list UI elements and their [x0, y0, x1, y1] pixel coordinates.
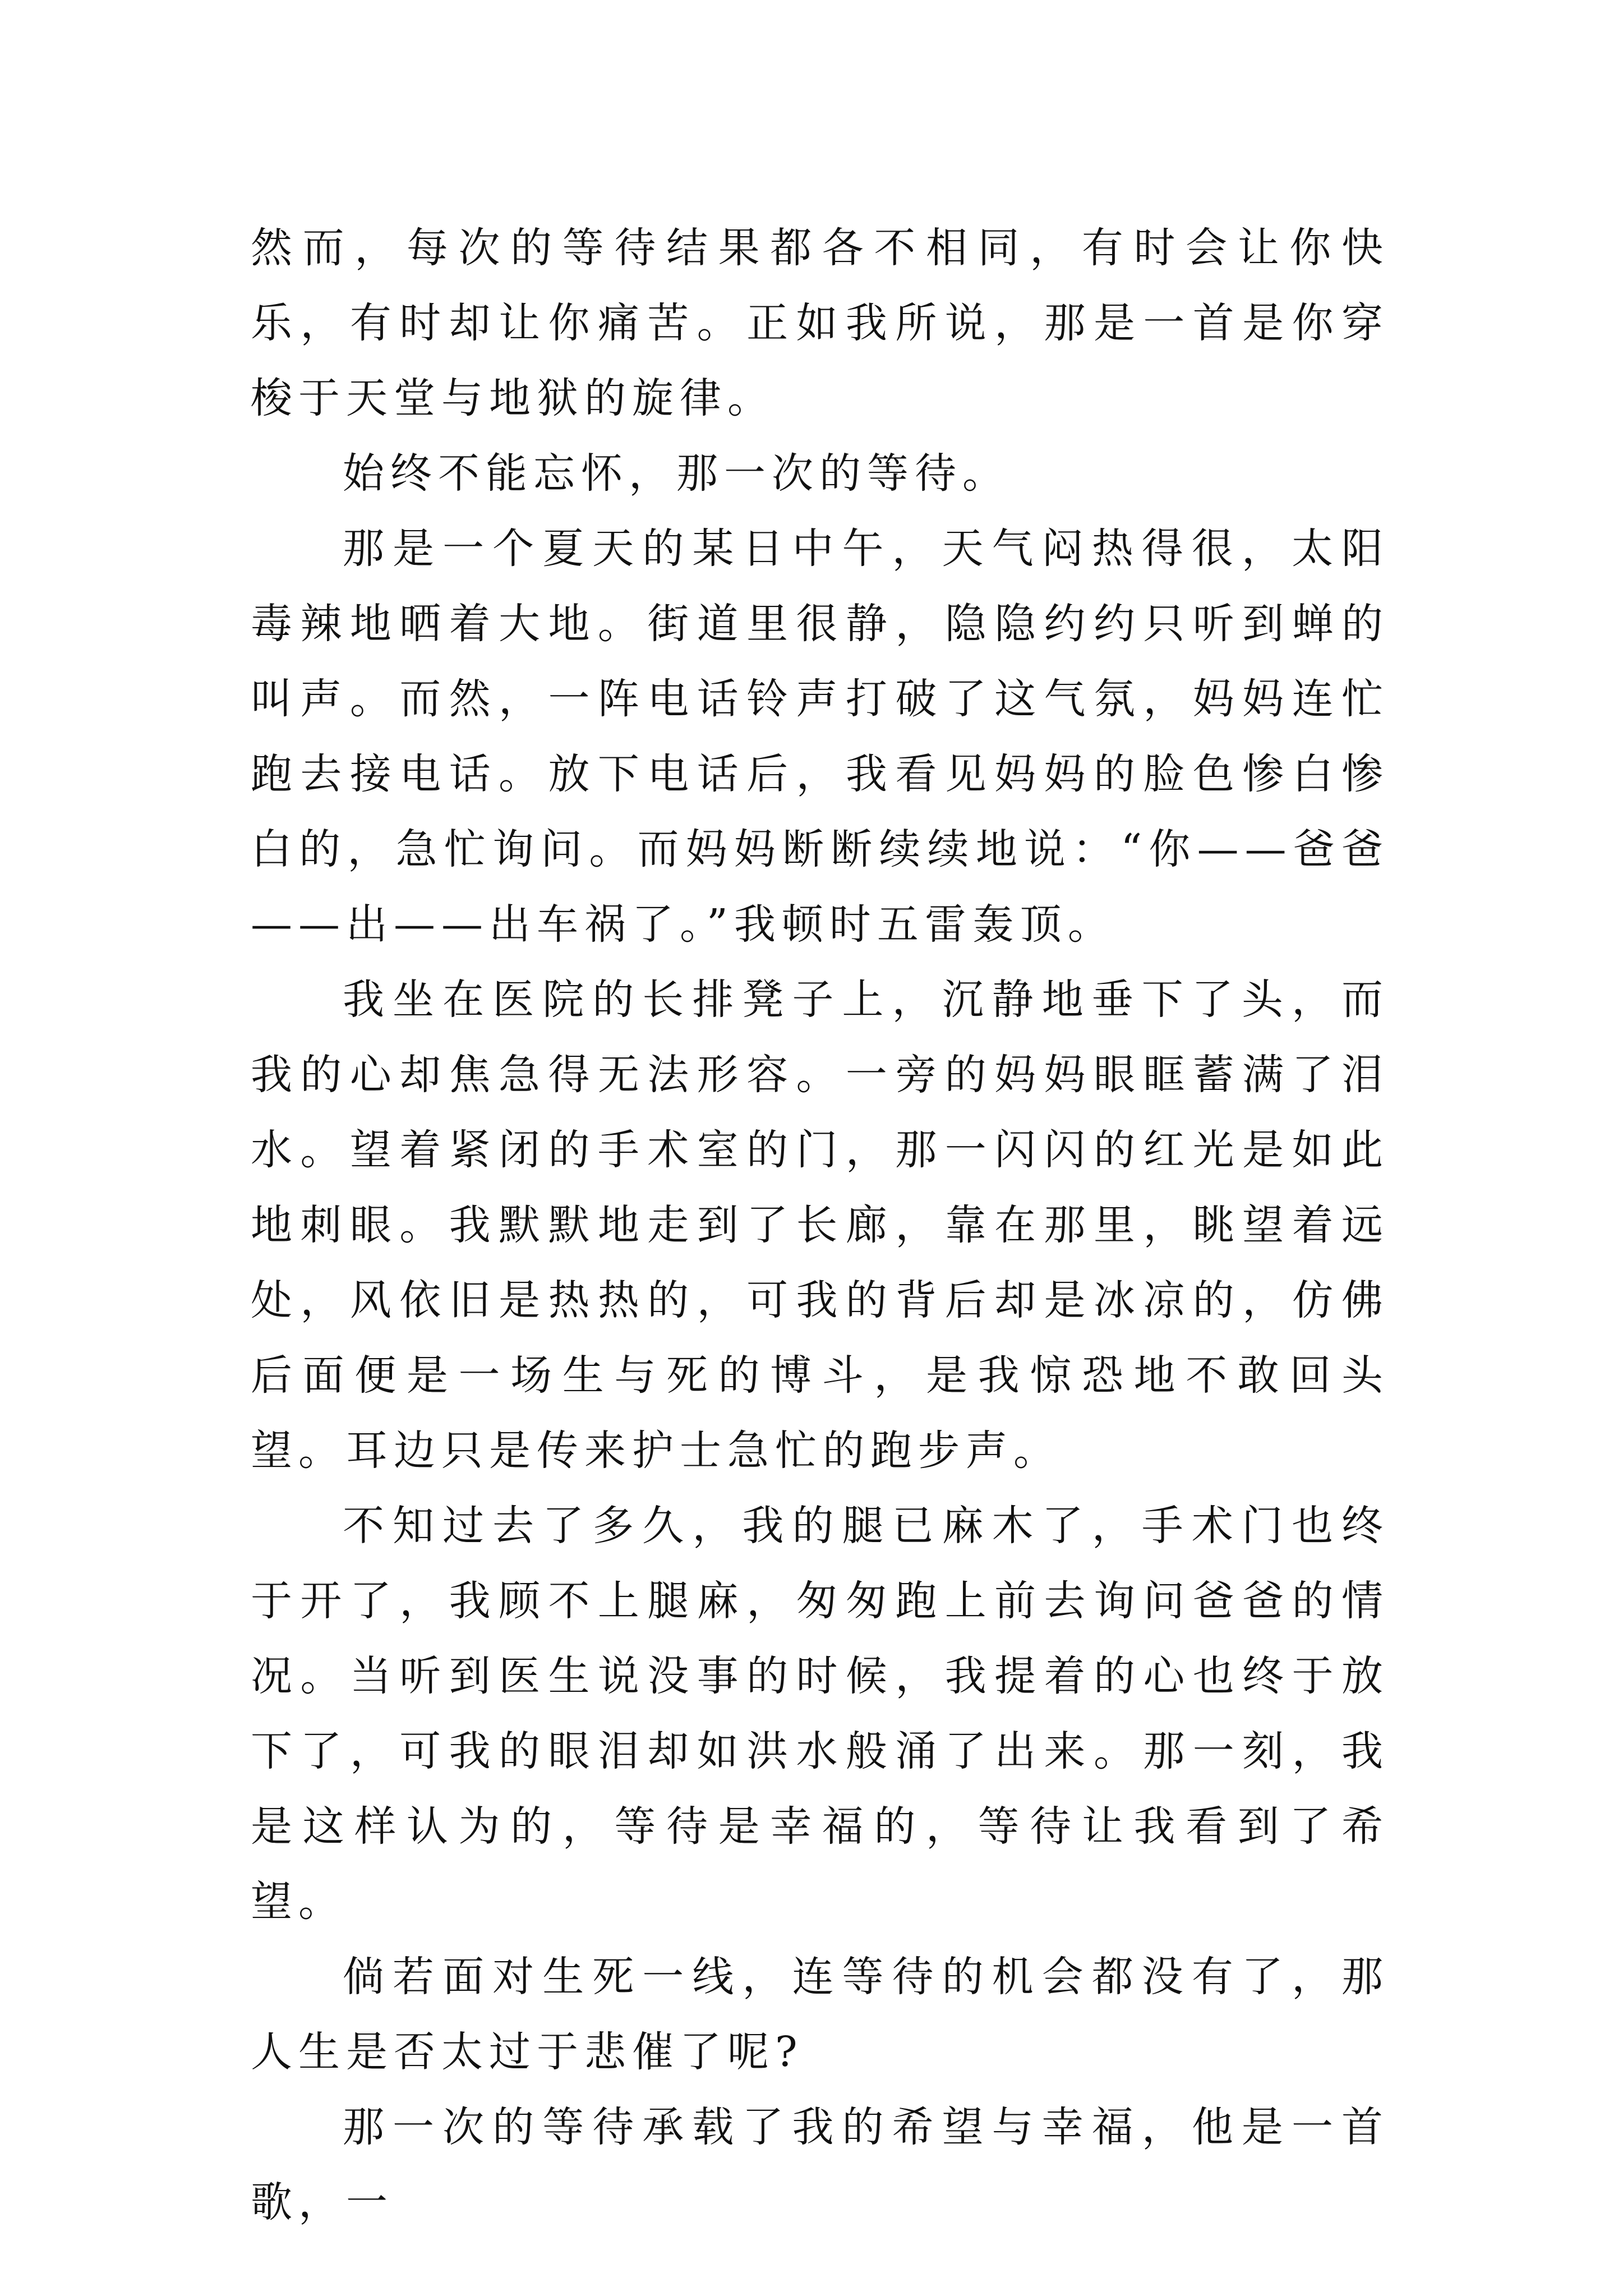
paragraph: 倘若面对生死一线，连等待的机会都没有了，那人生是否太过于悲催了呢? — [251, 1953, 1389, 2076]
paragraph: 那一次的等待承载了我的希望与幸福，他是一首歌，一 — [251, 2103, 1389, 2226]
paragraph: 不知过去了多久，我的腿已麻木了，手术门也终于开了，我顾不上腿麻，匆匆跑上前去询问爸爸的情况。当听到医生说没事的时候，我提着的心也终于放下了，可我的眼泪却如洪水般涌了出来。那一刻，我是这样认为的，等待是幸福的，等待让我看到了希望。 — [251, 1502, 1389, 1926]
paragraph: 始终不能忘怀，那一次的等待。 — [343, 449, 1010, 498]
paragraph: 那是一个夏天的某日中午，天气闷热得很，太阳毒辣地晒着大地。街道里很静，隐隐约约只听到蝉的叫声。而然，一阵电话铃声打破了这气氛，妈妈连忙跑去接电话。放下电话后，我看见妈妈的脸色惨白惨白的，急忙询问。而妈妈断断续续地说：“你——爸爸——出——出车祸了。”我顿时五雷轰顶。 — [251, 524, 1389, 949]
paragraph: 然而，每次的等待结果都各不相同，有时会让你快乐，有时却让你痛苦。正如我所说，那是一首是你穿梭于天堂与地狱的旋律。 — [251, 224, 1389, 422]
document-body — [251, 210, 1389, 2240]
paragraph: 我坐在医院的长排凳子上，沉静地垂下了头，而我的心却焦急得无法形容。一旁的妈妈眼眶蓄满了泪水。望着紧闭的手术室的门，那一闪闪的红光是如此地刺眼。我默默地走到了长廊，靠在那里，眺望着远处，风依旧是热热的，可我的背后却是冰凉的，仿佛后面便是一场生与死的博斗，是我惊恐地不敢回头望。耳边只是传来护士急忙的跑步声。 — [251, 976, 1389, 1475]
